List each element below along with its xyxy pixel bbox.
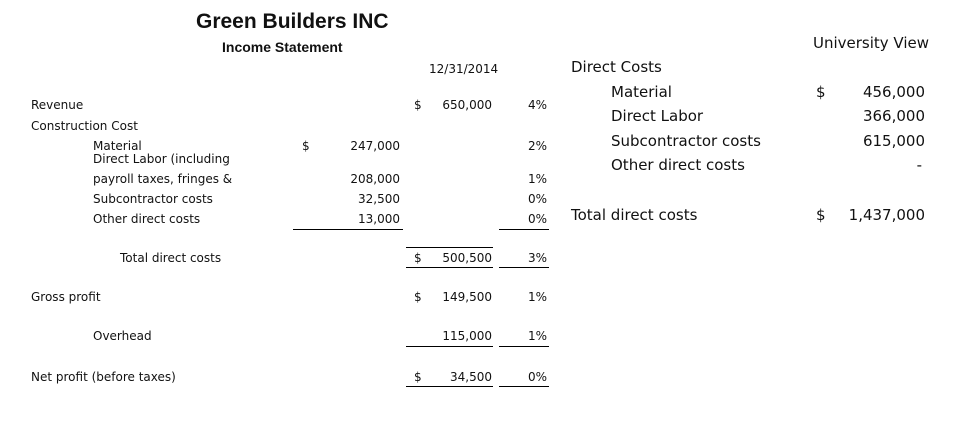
direct-labor-amount: 208,000 xyxy=(350,172,400,186)
uv-material-currency: $ xyxy=(816,83,826,101)
gross-profit-label: Gross profit xyxy=(31,290,101,304)
uv-total-currency: $ xyxy=(816,206,826,224)
total-direct-currency: $ xyxy=(414,251,422,265)
uv-other-direct-label: Other direct costs xyxy=(611,156,745,174)
net-profit-pct: 0% xyxy=(527,370,547,384)
construction-cost-label: Construction Cost xyxy=(31,119,138,133)
uv-material-label: Material xyxy=(611,83,672,101)
uv-direct-labor-amount: 366,000 xyxy=(862,107,925,125)
other-direct-label: Other direct costs xyxy=(93,212,201,226)
total-direct-topline xyxy=(406,247,493,248)
uv-total-amount: 1,437,000 xyxy=(848,206,925,224)
material-label: Material xyxy=(93,139,142,153)
uv-material-amount: 456,000 xyxy=(862,83,925,101)
overhead-pct: 1% xyxy=(527,329,547,343)
overhead-amount: 115,000 xyxy=(442,329,492,343)
company-name: Green Builders INC xyxy=(196,10,389,33)
total-direct-underline xyxy=(406,267,493,268)
uv-subcontractor-label: Subcontractor costs xyxy=(611,132,761,150)
revenue-currency: $ xyxy=(414,98,422,112)
overhead-underline xyxy=(406,346,493,347)
subtotal-underline xyxy=(293,229,403,230)
material-currency: $ xyxy=(302,139,310,153)
direct-labor-label-line2: payroll taxes, fringes & xyxy=(93,172,233,186)
revenue-amount: 650,000 xyxy=(442,98,492,112)
subcontractor-label: Subcontractor costs xyxy=(93,192,213,206)
uv-subcontractor-amount: 615,000 xyxy=(862,132,925,150)
uv-total-label: Total direct costs xyxy=(571,206,698,224)
university-view-title: University View xyxy=(813,34,930,52)
subcontractor-amount: 32,500 xyxy=(358,192,400,206)
gross-profit-pct: 1% xyxy=(527,290,547,304)
net-profit-pct-underline xyxy=(499,386,549,387)
total-direct-pct: 3% xyxy=(527,251,547,265)
other-direct-pct: 0% xyxy=(527,212,547,226)
material-pct: 2% xyxy=(527,139,547,153)
total-direct-amount: 500,500 xyxy=(442,251,492,265)
overhead-label: Overhead xyxy=(93,329,152,343)
direct-labor-pct: 1% xyxy=(527,172,547,186)
revenue-label: Revenue xyxy=(31,98,84,112)
direct-costs-label: Direct Costs xyxy=(571,58,662,76)
gross-profit-amount: 149,500 xyxy=(442,290,492,304)
gross-profit-currency: $ xyxy=(414,290,422,304)
statement-title: Income Statement xyxy=(222,39,343,55)
material-amount: 247,000 xyxy=(350,139,400,153)
uv-other-direct-amount: - xyxy=(916,156,922,174)
revenue-pct: 4% xyxy=(527,98,547,112)
date-header: 12/31/2014 xyxy=(429,62,499,76)
net-profit-currency: $ xyxy=(414,370,422,384)
pct-subtotal-underline xyxy=(499,229,549,230)
overhead-pct-underline xyxy=(499,346,549,347)
net-profit-label: Net profit (before taxes) xyxy=(31,370,176,384)
total-direct-pct-underline xyxy=(499,267,549,268)
total-direct-label: Total direct costs xyxy=(120,251,222,265)
net-profit-amount: 34,500 xyxy=(450,370,492,384)
direct-labor-label-line1: Direct Labor (including xyxy=(93,152,230,166)
net-profit-underline xyxy=(406,386,493,387)
other-direct-amount: 13,000 xyxy=(358,212,400,226)
uv-direct-labor-label: Direct Labor xyxy=(611,107,704,125)
subcontractor-pct: 0% xyxy=(527,192,547,206)
